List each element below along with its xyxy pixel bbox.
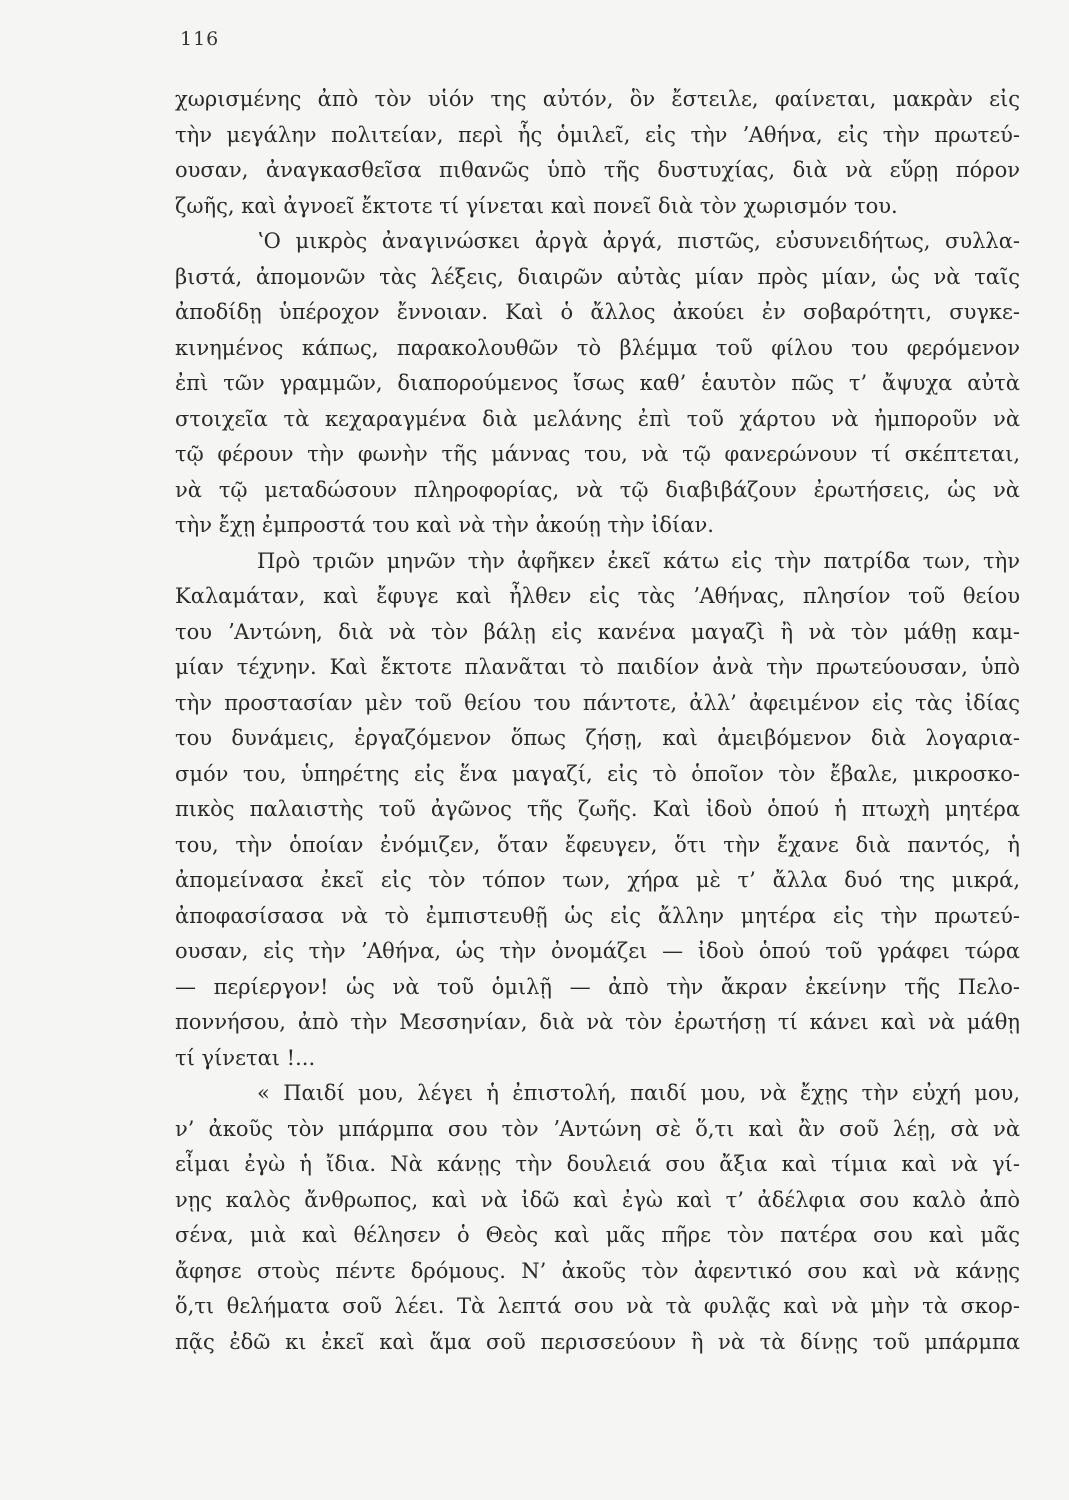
text-line: του ʼΑντώνη, διὰ νὰ τὸν βάλῃ εἰς κανένα μαγαζὶ ἢ νὰ τὸν μάθῃ καμ- [175, 619, 1020, 644]
text-line: νὰ τῷ μεταδώσουν πληροφορίας, νὰ τῷ διαβιβάζουν ἐρωτήσεις, ὡς νὰ [175, 477, 1020, 502]
text-line: ἀπομείνασα ἐκεῖ εἰς τὸν τόπον των, χήρα μὲ τ’ ἄλλα δυό της μικρά, [175, 868, 1020, 892]
text-line: ὅ,τι θελήματα σοῦ λέει. Τὰ λεπτά σου νὰ τὰ φυλᾷς καὶ νὰ μὴν τὰ σκορ- [175, 1294, 1020, 1318]
text-line: πᾷς ἐδῶ κι ἐκεῖ καὶ ἅμα σοῦ περισσεύουν ἢ νὰ τὰ δίνῃς τοῦ μπάρμπα [175, 1329, 1020, 1354]
text-line: νῃς καλὸς ἄνθρωπος, καὶ νὰ ἰδῶ καὶ ἐγὼ καὶ τ’ ἀδέλφια σου καλὸ ἀπὸ [175, 1187, 1020, 1212]
text-line: εἶμαι ἐγὼ ἡ ἴδια. Νὰ κάνῃς τὴν δουλειά σου ἄξια καὶ τίμια καὶ νὰ γί- [175, 1152, 1020, 1176]
text-line: ν’ ἀκοῦς τὸν μπάρμπα σου τὸν ʼΑντώνη σὲ ὅ,τι καὶ ἂν σοῦ λέῃ, σὰ νὰ [175, 1116, 1020, 1141]
text-line: ἀποδίδῃ ὑπέροχον ἔννοιαν. Καὶ ὁ ἄλλος ἀκούει ἐν σοβαρότητι, συγκε- [175, 300, 1020, 324]
text-line: ἀποφασίσασα νὰ τὸ ἐμπιστευθῇ ὡς εἰς ἄλλην μητέρα εἰς τὴν πρωτεύ- [175, 903, 1020, 928]
text-line: ἐπὶ τῶν γραμμῶν, διαπορούμενος ἴσως καθ’ ἑαυτὸν πῶς τ’ ἄψυχα αὐτὰ [175, 371, 1020, 395]
text-line: « Παιδί μου, λέγει ἡ ἐπιστολή, παιδί μου, νὰ ἔχῃς τὴν εὐχή μου, [257, 1081, 1020, 1105]
text-line: βιστά, ἀπομονῶν τὰς λέξεις, διαιρῶν αὐτὰς μίαν πρὸς μίαν, ὡς νὰ ταῖς [175, 264, 1020, 289]
text-line: μίαν τέχνην. Καὶ ἔκτοτε πλανᾶται τὸ παιδίον ἀνὰ τὴν πρωτεύουσαν, ὑπὸ [175, 655, 1020, 679]
text-line: ουσαν, εἰς τὴν ʼΑθήνα, ὡς τὴν ὀνομάζει — ἰδοὺ ὁπού τοῦ γράφει τώρα [175, 939, 1020, 963]
text-line: κινημένος κάπως, παρακολουθῶν τὸ βλέμμα τοῦ φίλου του φερόμενον [175, 335, 1020, 360]
text-line: τὴν προστασίαν μὲν τοῦ θείου του πάντοτε, ἀλλ’ ἀφειμένον εἰς τὰς ἰδίας [175, 690, 1020, 715]
text-line: πικὸς παλαιστὴς τοῦ ἀγῶνος τῆς ζωῆς. Καὶ ἰδοὺ ὁπού ἡ πτωχὴ μητέρα [175, 797, 1020, 821]
text-line: ʽΟ μικρὸς ἀναγινώσκει ἀργὰ ἀργά, πιστῶς, εὐσυνειδήτως, συλλα- [257, 229, 1020, 253]
text-line: Πρὸ τριῶν μηνῶν τὴν ἀφῆκεν ἐκεῖ κάτω εἰς τὴν πατρίδα των, τὴν [257, 548, 1020, 573]
text-line: του δυνάμεις, ἐργαζόμενον ὅπως ζήσῃ, καὶ ἀμειβόμενον διὰ λογαρια- [175, 726, 1020, 750]
page-number: 116 [180, 28, 220, 50]
text-line: στοιχεῖα τὰ κεχαραγμένα διὰ μελάνης ἐπὶ τοῦ χάρτου νὰ ἠμποροῦν νὰ [175, 406, 1020, 431]
text-line: Καλαμάταν, καὶ ἔφυγε καὶ ἦλθεν εἰς τὰς ʼΑθήνας, πλησίον τοῦ θείου [175, 584, 1020, 608]
body-text [175, 82, 1020, 1360]
text-line: ἄφησε στοὺς πέντε δρόμους. Ν’ ἀκοῦς τὸν ἀφεντικό σου καὶ νὰ κάνῃς [175, 1258, 1020, 1283]
text-line: σένα, μιὰ καὶ θέλησεν ὁ Θεὸς καὶ μᾶς πῆρε τὸν πατέρα σου καὶ μᾶς [175, 1223, 1020, 1247]
text-line: ζωῆς, καὶ ἀγνοεῖ ἔκτοτε τί γίνεται καὶ πονεῖ διὰ τὸν χωρισμόν του. [175, 193, 898, 218]
text-line: — περίεργον! ὡς νὰ τοῦ ὁμιλῇ — ἀπὸ τὴν ἄκραν ἐκείνην τῆς Πελο- [175, 974, 1020, 999]
text-line: τὴν ἔχῃ ἐμπροστά του καὶ νὰ τὴν ἀκούῃ τὴν ἰδίαν. [175, 513, 714, 537]
text-line: τὴν μεγάλην πολιτείαν, περὶ ἧς ὁμιλεῖ, εἰς τὴν ʼΑθήνα, εἰς τὴν πρωτεύ- [175, 122, 1020, 147]
text-line: ουσαν, ἀναγκασθεῖσα πιθανῶς ὑπὸ τῆς δυστυχίας, διὰ νὰ εὕρῃ πόρον [175, 158, 1020, 182]
text-line: σμόν του, ὑπηρέτης εἰς ἕνα μαγαζί, εἰς τὸ ὁποῖον τὸν ἔβαλε, μικροσκο- [175, 761, 1020, 786]
text-line: ποννήσου, ἀπὸ τὴν Μεσσηνίαν, διὰ νὰ τὸν ἐρωτήσῃ τί κάνει καὶ νὰ μάθῃ [175, 1010, 1020, 1034]
text-line: τῷ φέρουν τὴν φωνὴν τῆς μάννας του, νὰ τῷ φανερώνουν τί σκέπτεται, [175, 442, 1020, 466]
text-line: του, τὴν ὁποίαν ἐνόμιζεν, ὅταν ἔφευγεν, ὅτι τὴν ἔχανε διὰ παντός, ἡ [175, 832, 1020, 857]
text-line: τί γίνεται !... [175, 1045, 316, 1070]
text-line: χωρισμένης ἀπὸ τὸν υἱόν της αὐτόν, ὃν ἔστειλε, φαίνεται, μακρὰν εἰς [175, 87, 1020, 111]
